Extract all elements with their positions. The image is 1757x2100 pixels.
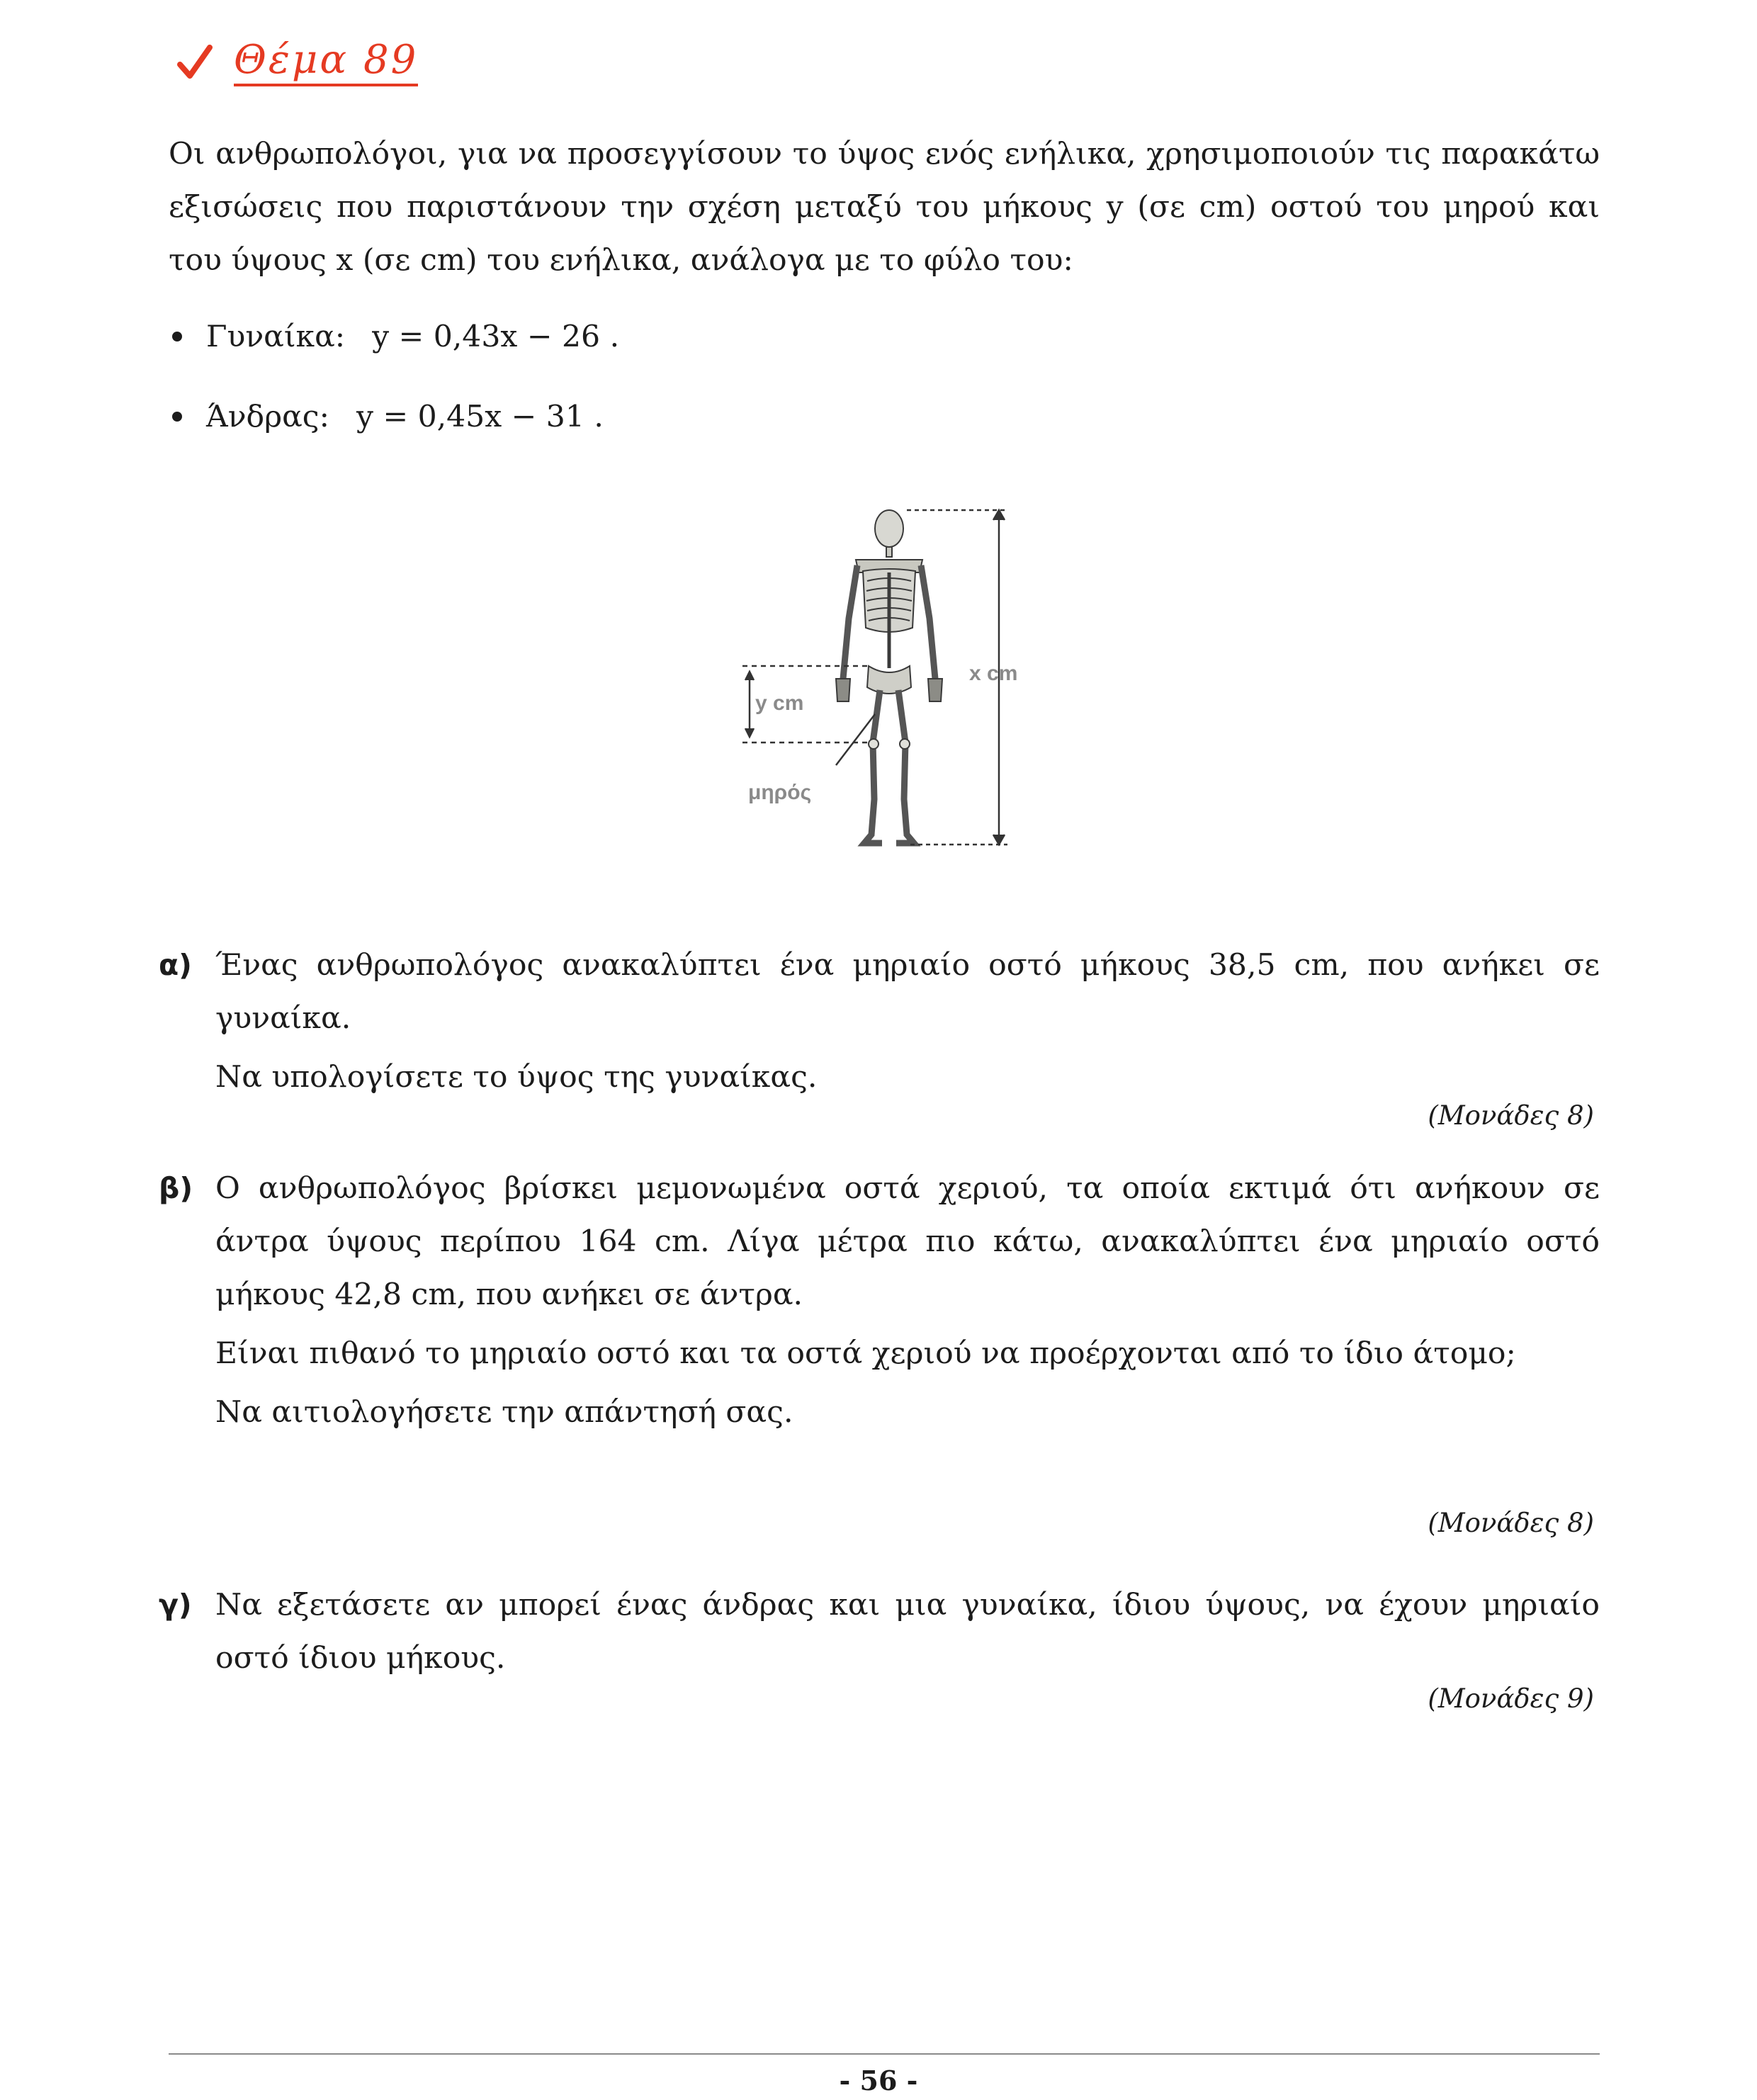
- question-text: Ο ανθρωπολόγος βρίσκει μεμονωμένα οστά χεριού, τα οποία εκτιμά ότι ανήκουν σε άντρα ύψους περίπου 164 cm. Λίγα μέτρα πιο κάτω, ανακαλύπτει ένα μηριαίο οστό μήκους 42,8 cm, που ανήκει σε άντρα.: [215, 1171, 1600, 1312]
- question-marker: γ): [159, 1588, 192, 1622]
- question-marker: β): [159, 1171, 193, 1205]
- points-label: (Μονάδες 9): [1428, 1683, 1594, 1714]
- question-paragraph: Είναι πιθανό το μηριαίο οστό και τα οστά χεριού να προέρχονται από το ίδιο άτομο;: [215, 1336, 1516, 1371]
- equation-item-woman: [169, 312, 619, 361]
- bullet-icon: [172, 412, 182, 422]
- question-paragraph: Να αιτιολογήσετε την απάντησή σας.: [215, 1395, 793, 1430]
- question-a: [159, 939, 1600, 1131]
- equation-text: y = 0,45x − 31 .: [356, 399, 604, 434]
- question-text: Να εξετάσετε αν μπορεί ένας άνδρας και μια γυναίκα, ίδιου ύψους, να έχουν μηριαίο οστό ίδιου μήκους.: [215, 1588, 1600, 1676]
- equation-text: y = 0,43x − 26 .: [372, 319, 620, 354]
- page-number: - 56 -: [839, 2065, 918, 2096]
- question-b: [159, 1162, 1600, 1538]
- question-paragraph: Να υπολογίσετε το ύψος της γυναίκας.: [215, 1060, 818, 1095]
- question-marker: α): [159, 948, 192, 982]
- equation-label: Άνδρας:: [206, 399, 329, 434]
- intro-paragraph: Οι ανθρωπολόγοι, για να προσεγγίσουν το ύψος ενός ενήλικα, χρησιμοποιούν τις παρακάτω εξισώσεις που παριστάνουν την σχέση μεταξύ του μήκους y (σε cm) οστού του μηρού και του ύψους x (σε cm) του ενήλικα, ανάλογα με το φύλο του:: [169, 137, 1600, 278]
- bullet-icon: [172, 332, 182, 341]
- equation-item-man: [169, 392, 604, 441]
- footer-divider: [169, 2053, 1600, 2055]
- question-text: Ένας ανθρωπολόγος ανακαλύπτει ένα μηριαίο οστό μήκους 38,5 cm, που ανήκει σε γυναίκα.: [215, 948, 1600, 1036]
- x-cm-label: x cm: [969, 662, 1018, 685]
- equation-label: Γυναίκα:: [206, 319, 346, 354]
- femur-label: μηρός: [748, 781, 812, 804]
- check-icon: [176, 43, 214, 81]
- points-label: (Μονάδες 8): [1428, 1100, 1594, 1131]
- skeleton-figure: [730, 502, 1041, 856]
- femur-dimension: [742, 666, 875, 765]
- y-cm-label: y cm: [755, 691, 804, 715]
- question-c: [159, 1579, 1600, 1714]
- skeleton-icon: [836, 510, 942, 843]
- topic-title: Θέμα 89: [234, 38, 418, 86]
- points-label: (Μονάδες 8): [1428, 1508, 1594, 1538]
- topic-header: [176, 27, 418, 98]
